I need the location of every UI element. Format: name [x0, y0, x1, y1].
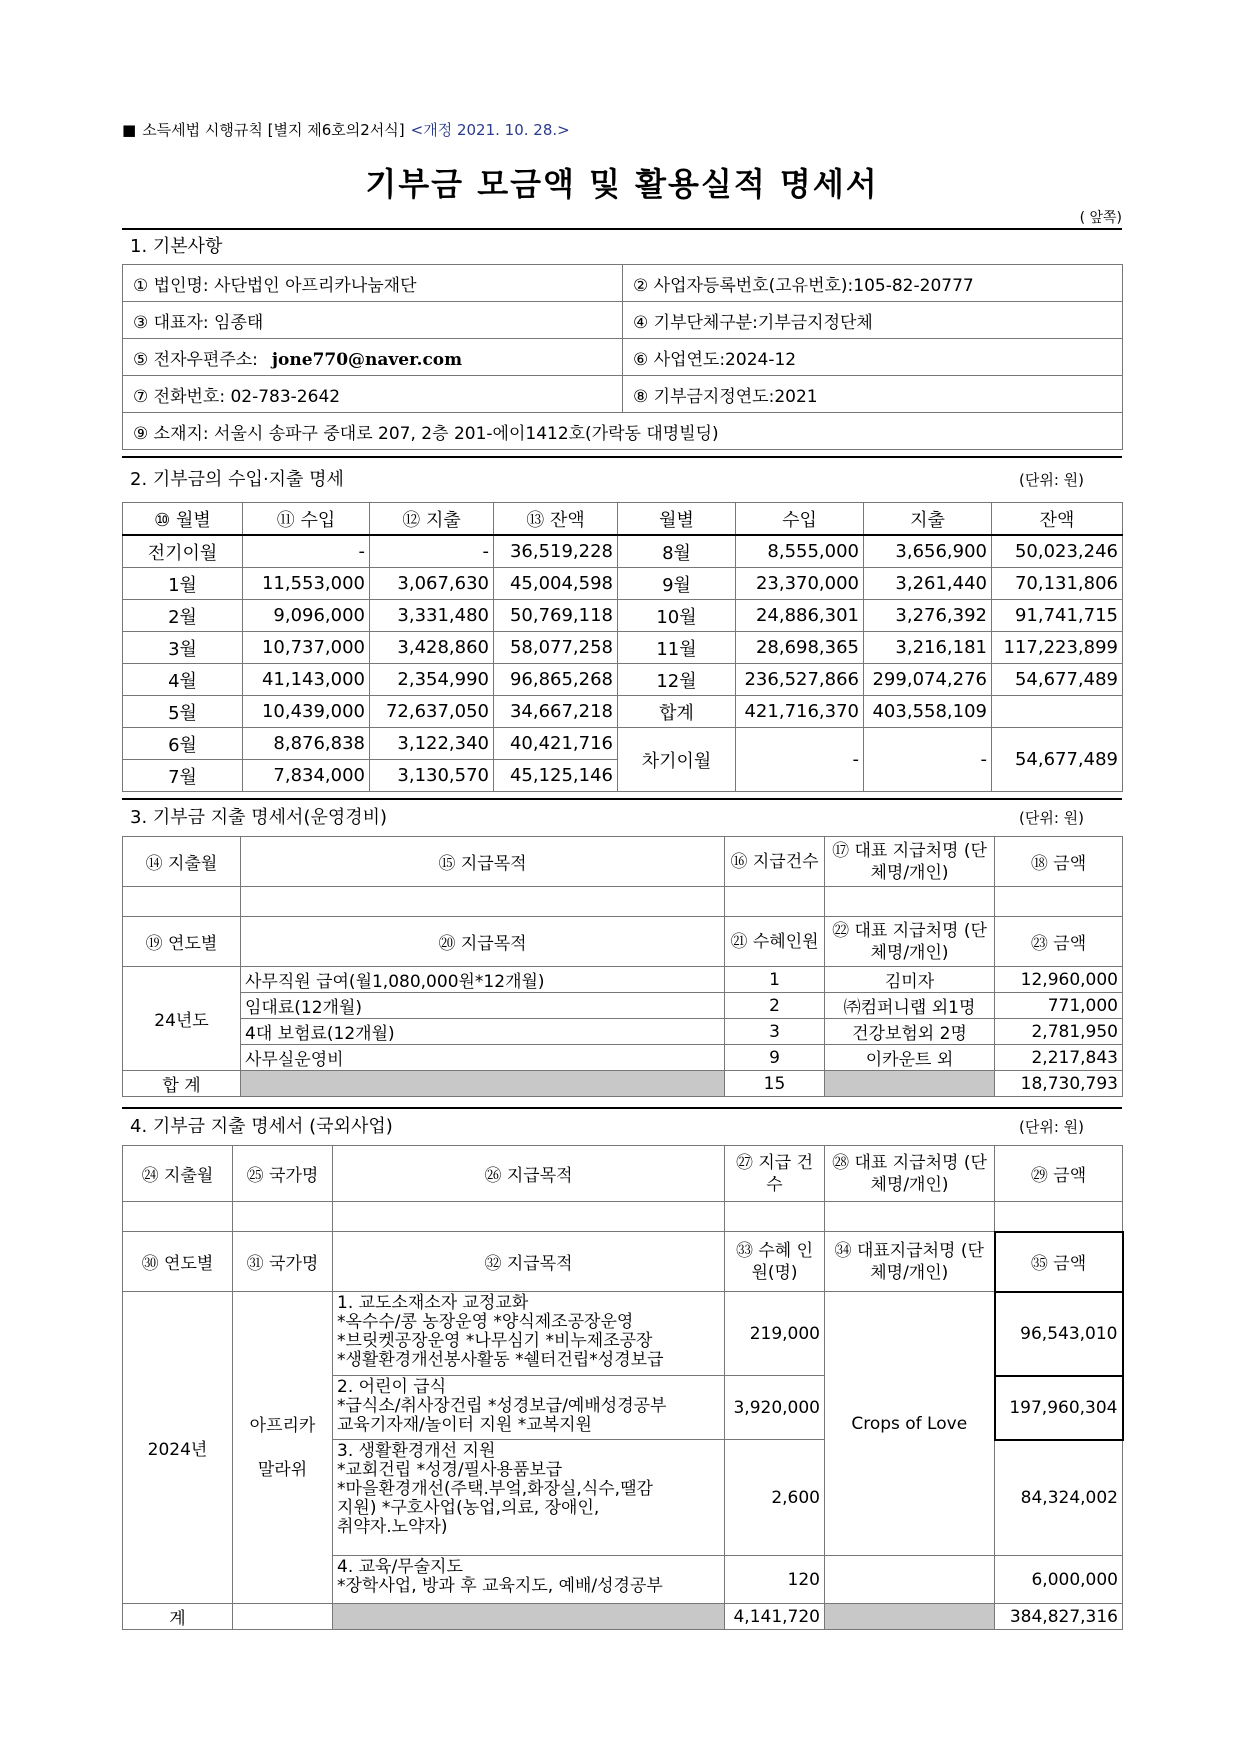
purpose-line: *옥수수/콩 농장운영 *양식제조공장운영: [337, 1312, 634, 1332]
col-payee-header: ㉞ 대표지급처명 (단체명/개인): [825, 1232, 995, 1292]
month-cell: 전기이월: [123, 535, 243, 568]
month-cell: 4월: [123, 664, 243, 696]
unit-label: (단위: 원): [1019, 471, 1084, 489]
section1-title: [122, 230, 1122, 264]
empty-cell: [725, 1202, 825, 1232]
expense-cell: 3,122,340: [370, 728, 494, 760]
table-row: [123, 728, 1123, 760]
empty-cell: [825, 887, 995, 917]
col-year-header: ⑲ 연도별: [123, 917, 241, 967]
form-page: [122, 118, 1122, 1630]
unit-label: (단위: 원): [1019, 1118, 1084, 1136]
month-cell: 11월: [618, 632, 736, 664]
empty-cell: [233, 1202, 333, 1232]
amount-cell: 771,000: [995, 993, 1123, 1019]
overseas-expense-table: [122, 1145, 1124, 1630]
col-month-header: ⑩ 월별: [123, 503, 243, 536]
total-label-cell: 합계: [618, 696, 736, 728]
purpose-cell: 임대료(12개월): [241, 993, 725, 1019]
empty-cell: [123, 1202, 233, 1232]
operating-expense-table: [122, 836, 1123, 1097]
col-beneficiaries-header: ㉑ 수혜인원: [725, 917, 825, 967]
purpose-cell: [333, 1376, 725, 1440]
balance-cell: 36,519,228: [494, 535, 618, 568]
income-cell: 9,096,000: [243, 600, 370, 632]
table-row: [123, 632, 1123, 664]
email-label: ⑤ 전자우편주소:: [133, 349, 258, 370]
col-income-header: 수입: [736, 503, 864, 536]
business-year: ⑥ 사업연도:2024-12: [623, 339, 1123, 376]
shaded-cell: [241, 1071, 725, 1097]
beneficiaries-cell: 219,000: [725, 1292, 825, 1376]
col-beneficiaries-header: ㉝ 수혜 인원(명): [725, 1232, 825, 1292]
table-row: [123, 967, 1123, 993]
col-amount-header: ㉓ 금액: [995, 917, 1123, 967]
income-cell: 10,439,000: [243, 696, 370, 728]
month-cell: 12월: [618, 664, 736, 696]
expense-cell: 72,637,050: [370, 696, 494, 728]
carry-forward-label: 차기이월: [618, 728, 736, 792]
purpose-line: *급식소/취사장건립 *성경보급/예배성경공부: [337, 1396, 667, 1416]
payee-cell: 이카운트 외: [825, 1045, 995, 1071]
purpose-line: 취약자.노약자): [337, 1517, 448, 1537]
empty-cell: [995, 1202, 1123, 1232]
amount-cell: 197,960,304: [995, 1376, 1123, 1440]
form-header: [122, 118, 1122, 142]
income-cell: 23,370,000: [736, 568, 864, 600]
purpose-line: 교육기자재/놀이터 지원 *교복지원: [337, 1415, 592, 1435]
section2-title: [122, 458, 1122, 502]
expense-cell: 3,331,480: [370, 600, 494, 632]
total-beneficiaries: 4,141,720: [725, 1604, 825, 1630]
shaded-cell: [333, 1604, 725, 1630]
amount-cell: 84,324,002: [995, 1440, 1123, 1556]
total-income-cell: 421,716,370: [736, 696, 864, 728]
col-balance-header: 잔액: [992, 503, 1123, 536]
purpose-line: *장학사업, 방과 후 교육지도, 예배/성경공부: [337, 1576, 663, 1596]
rule-reference: 소득세법 시행규칙 [별지 제6호의2서식]: [142, 121, 405, 139]
expense-cell: 3,656,900: [864, 535, 992, 568]
empty-row: [123, 887, 1123, 917]
purpose-cell: [333, 1556, 725, 1604]
col-year-header: ㉚ 연도별: [123, 1232, 233, 1292]
basic-info-table: [122, 264, 1123, 450]
amount-cell: 2,781,950: [995, 1019, 1123, 1045]
section3-title: [122, 800, 1122, 836]
expense-cell: 3,276,392: [864, 600, 992, 632]
section4-title: [122, 1109, 1122, 1145]
total-label: 합 계: [123, 1071, 241, 1097]
balance-cell: 50,023,246: [992, 535, 1123, 568]
shaded-cell: [825, 1604, 995, 1630]
purpose-line: *생활환경개선봉사활동 *쉘터건립*성경보급: [337, 1350, 664, 1370]
income-cell: 7,834,000: [243, 760, 370, 792]
expense-cell: 2,354,990: [370, 664, 494, 696]
total-row: [123, 1071, 1123, 1097]
section4-title-text: 4. 기부금 지출 명세서 (국외사업): [130, 1116, 393, 1137]
empty-cell: [725, 887, 825, 917]
col-month-header: 월별: [618, 503, 736, 536]
purpose-cell: [333, 1440, 725, 1556]
total-balance-cell: [992, 696, 1123, 728]
purpose-cell: 사무실운영비: [241, 1045, 725, 1071]
col-balance-header: ⑬ 잔액: [494, 503, 618, 536]
expense-cell: 3,261,440: [864, 568, 992, 600]
purpose-line: *교회건립 *성경/필사용품보급: [337, 1460, 563, 1480]
payee-cell-empty: [825, 1556, 995, 1604]
col-purpose-header: ⑮ 지급목적: [241, 837, 725, 887]
expense-cell: 3,216,181: [864, 632, 992, 664]
balance-cell: 58,077,258: [494, 632, 618, 664]
balance-cell: 45,125,146: [494, 760, 618, 792]
purpose-line: *브릿켓공장운영 *나무심기 *비누제조공장: [337, 1331, 653, 1351]
purpose-line: 지원) *구호사업(농업,의료, 장애인,: [337, 1498, 600, 1518]
income-cell: 8,876,838: [243, 728, 370, 760]
total-amount: 384,827,316: [995, 1604, 1123, 1630]
month-cell: 5월: [123, 696, 243, 728]
col-payee-header: ㉒ 대표 지급처명 (단체명/개인): [825, 917, 995, 967]
income-cell: 41,143,000: [243, 664, 370, 696]
col-purpose-header: ㉖ 지급목적: [333, 1146, 725, 1202]
col-count-header: ㉗ 지급 건수: [725, 1146, 825, 1202]
email-cell: [123, 339, 623, 376]
total-label: 계: [123, 1604, 233, 1630]
col-country-header: ㉕ 국가명: [233, 1146, 333, 1202]
col-amount-header: ⑱ 금액: [995, 837, 1123, 887]
month-cell: 2월: [123, 600, 243, 632]
table-row: [123, 664, 1123, 696]
empty-row: [123, 1202, 1123, 1232]
carry-forward-balance: 54,677,489: [992, 728, 1123, 792]
balance-cell: 70,131,806: [992, 568, 1123, 600]
month-cell: 7월: [123, 760, 243, 792]
payee-cell: 건강보험외 2명: [825, 1019, 995, 1045]
purpose-line: *마을환경개선(주택.부엌,화장실,식수,땔감: [337, 1479, 653, 1499]
table-row: [123, 696, 1123, 728]
table-row: [123, 568, 1123, 600]
country-name: 아프리카: [249, 1415, 316, 1436]
unit-label: (단위: 원): [1019, 809, 1084, 827]
beneficiaries-cell: 2,600: [725, 1440, 825, 1556]
payee-cell: Crops of Love: [825, 1292, 995, 1556]
income-cell: -: [243, 535, 370, 568]
expense-cell: 3,130,570: [370, 760, 494, 792]
col-purpose-header: ㉜ 지급목적: [333, 1232, 725, 1292]
income-expense-table: [122, 502, 1123, 792]
balance-cell: 40,421,716: [494, 728, 618, 760]
representative: ③ 대표자: 임종태: [123, 302, 623, 339]
balance-cell: 34,667,218: [494, 696, 618, 728]
expense-cell: 3,428,860: [370, 632, 494, 664]
email-value: jone770@naver.com: [271, 349, 463, 370]
carry-forward-expense: -: [864, 728, 992, 792]
month-cell: 3월: [123, 632, 243, 664]
empty-cell: [825, 1202, 995, 1232]
purpose-line: 2. 어린이 급식: [337, 1377, 447, 1397]
section3-title-text: 3. 기부금 지출 명세서(운영경비): [130, 807, 388, 828]
payee-cell: 김미자: [825, 967, 995, 993]
purpose-line: 1. 교도소재소자 교정교화: [337, 1293, 529, 1313]
col-income-header: ⑪ 수입: [243, 503, 370, 536]
country-cell: [233, 1292, 333, 1604]
table-row: [123, 1019, 1123, 1045]
income-cell: 10,737,000: [243, 632, 370, 664]
count-cell: 2: [725, 993, 825, 1019]
col-amount-header: ㉙ 금액: [995, 1146, 1123, 1202]
col-expense-month-header: ㉔ 지출월: [123, 1146, 233, 1202]
balance-cell: 91,741,715: [992, 600, 1123, 632]
revision-note: <개정 2021. 10. 28.>: [410, 121, 570, 139]
table-row: [123, 993, 1123, 1019]
balance-cell: 54,677,489: [992, 664, 1123, 696]
country-name: 말라위: [257, 1459, 308, 1480]
total-count: 15: [725, 1071, 825, 1097]
balance-cell: 50,769,118: [494, 600, 618, 632]
expense-cell: 299,074,276: [864, 664, 992, 696]
month-cell: 10월: [618, 600, 736, 632]
expense-cell: -: [370, 535, 494, 568]
amount-cell: 96,543,010: [995, 1292, 1123, 1376]
designated-year: ⑧ 기부금지정연도:2021: [623, 376, 1123, 413]
expense-cell: 3,067,630: [370, 568, 494, 600]
purpose-cell: 사무직원 급여(월1,080,000원*12개월): [241, 967, 725, 993]
empty-cell: [241, 887, 725, 917]
phone-number: ⑦ 전화번호: 02-783-2642: [123, 376, 623, 413]
income-cell: 236,527,866: [736, 664, 864, 696]
amount-cell: 12,960,000: [995, 967, 1123, 993]
count-cell: 3: [725, 1019, 825, 1045]
balance-cell: 96,865,268: [494, 664, 618, 696]
shaded-cell: [825, 1071, 995, 1097]
col-expense-header: 지출: [864, 503, 992, 536]
purpose-cell: [333, 1292, 725, 1376]
income-cell: 28,698,365: [736, 632, 864, 664]
month-cell: 9월: [618, 568, 736, 600]
income-cell: 11,553,000: [243, 568, 370, 600]
income-cell: 8,555,000: [736, 535, 864, 568]
section2-title-text: 2. 기부금의 수입·지출 명세: [130, 469, 344, 490]
col-country-header: ㉛ 국가명: [233, 1232, 333, 1292]
table-row: [123, 600, 1123, 632]
donor-type: ④ 기부단체구분:기부금지정단체: [623, 302, 1123, 339]
month-cell: 1월: [123, 568, 243, 600]
side-note: ( 앞쪽): [1079, 210, 1122, 226]
month-cell: 8월: [618, 535, 736, 568]
amount-cell: 2,217,843: [995, 1045, 1123, 1071]
purpose-line: 4. 교육/무술지도: [337, 1557, 463, 1577]
table-row: [123, 1292, 1123, 1376]
total-row: [123, 1604, 1123, 1630]
year-cell: 24년도: [123, 967, 241, 1071]
beneficiaries-cell: 3,920,000: [725, 1376, 825, 1440]
amount-cell: 6,000,000: [995, 1556, 1123, 1604]
table-row: [123, 535, 1123, 568]
empty-cell: [995, 887, 1123, 917]
col-purpose-header: ⑳ 지급목적: [241, 917, 725, 967]
section1-title-text: 1. 기본사항: [130, 236, 223, 257]
empty-cell: [333, 1202, 725, 1232]
biz-number: ② 사업자등록번호(고유번호):105-82-20777: [623, 265, 1123, 302]
balance-cell: 117,223,899: [992, 632, 1123, 664]
balance-cell: 45,004,598: [494, 568, 618, 600]
table-row: [123, 1045, 1123, 1071]
col-expense-month-header: ⑭ 지출월: [123, 837, 241, 887]
purpose-cell: 4대 보험료(12개월): [241, 1019, 725, 1045]
total-amount: 18,730,793: [995, 1071, 1123, 1097]
month-cell: 6월: [123, 728, 243, 760]
beneficiaries-cell: 120: [725, 1556, 825, 1604]
purpose-line: 3. 생활환경개선 지원: [337, 1441, 496, 1461]
total-expense-cell: 403,558,109: [864, 696, 992, 728]
address: ⑨ 소재지: 서울시 송파구 중대로 207, 2층 201-에이1412호(가락동 대명빌딩): [123, 413, 1123, 450]
col-payee-header: ㉘ 대표 지급처명 (단체명/개인): [825, 1146, 995, 1202]
square-icon: ■: [122, 121, 137, 139]
payee-cell: ㈜컴퍼니랩 외1명: [825, 993, 995, 1019]
col-payee-header: ⑰ 대표 지급처명 (단체명/개인): [825, 837, 995, 887]
corp-name: ① 법인명: 사단법인 아프리카나눔재단: [123, 265, 623, 302]
empty-cell: [123, 887, 241, 917]
empty-cell: [233, 1604, 333, 1630]
count-cell: 1: [725, 967, 825, 993]
col-expense-header: ⑫ 지출: [370, 503, 494, 536]
income-cell: 24,886,301: [736, 600, 864, 632]
document-title: 기부금 모금액 및 활용실적 명세서: [365, 165, 879, 203]
col-count-header: ⑯ 지급건수: [725, 837, 825, 887]
year-cell: 2024년: [123, 1292, 233, 1604]
col-amount-header: ㉟ 금액: [995, 1232, 1123, 1292]
count-cell: 9: [725, 1045, 825, 1071]
carry-forward-income: -: [736, 728, 864, 792]
